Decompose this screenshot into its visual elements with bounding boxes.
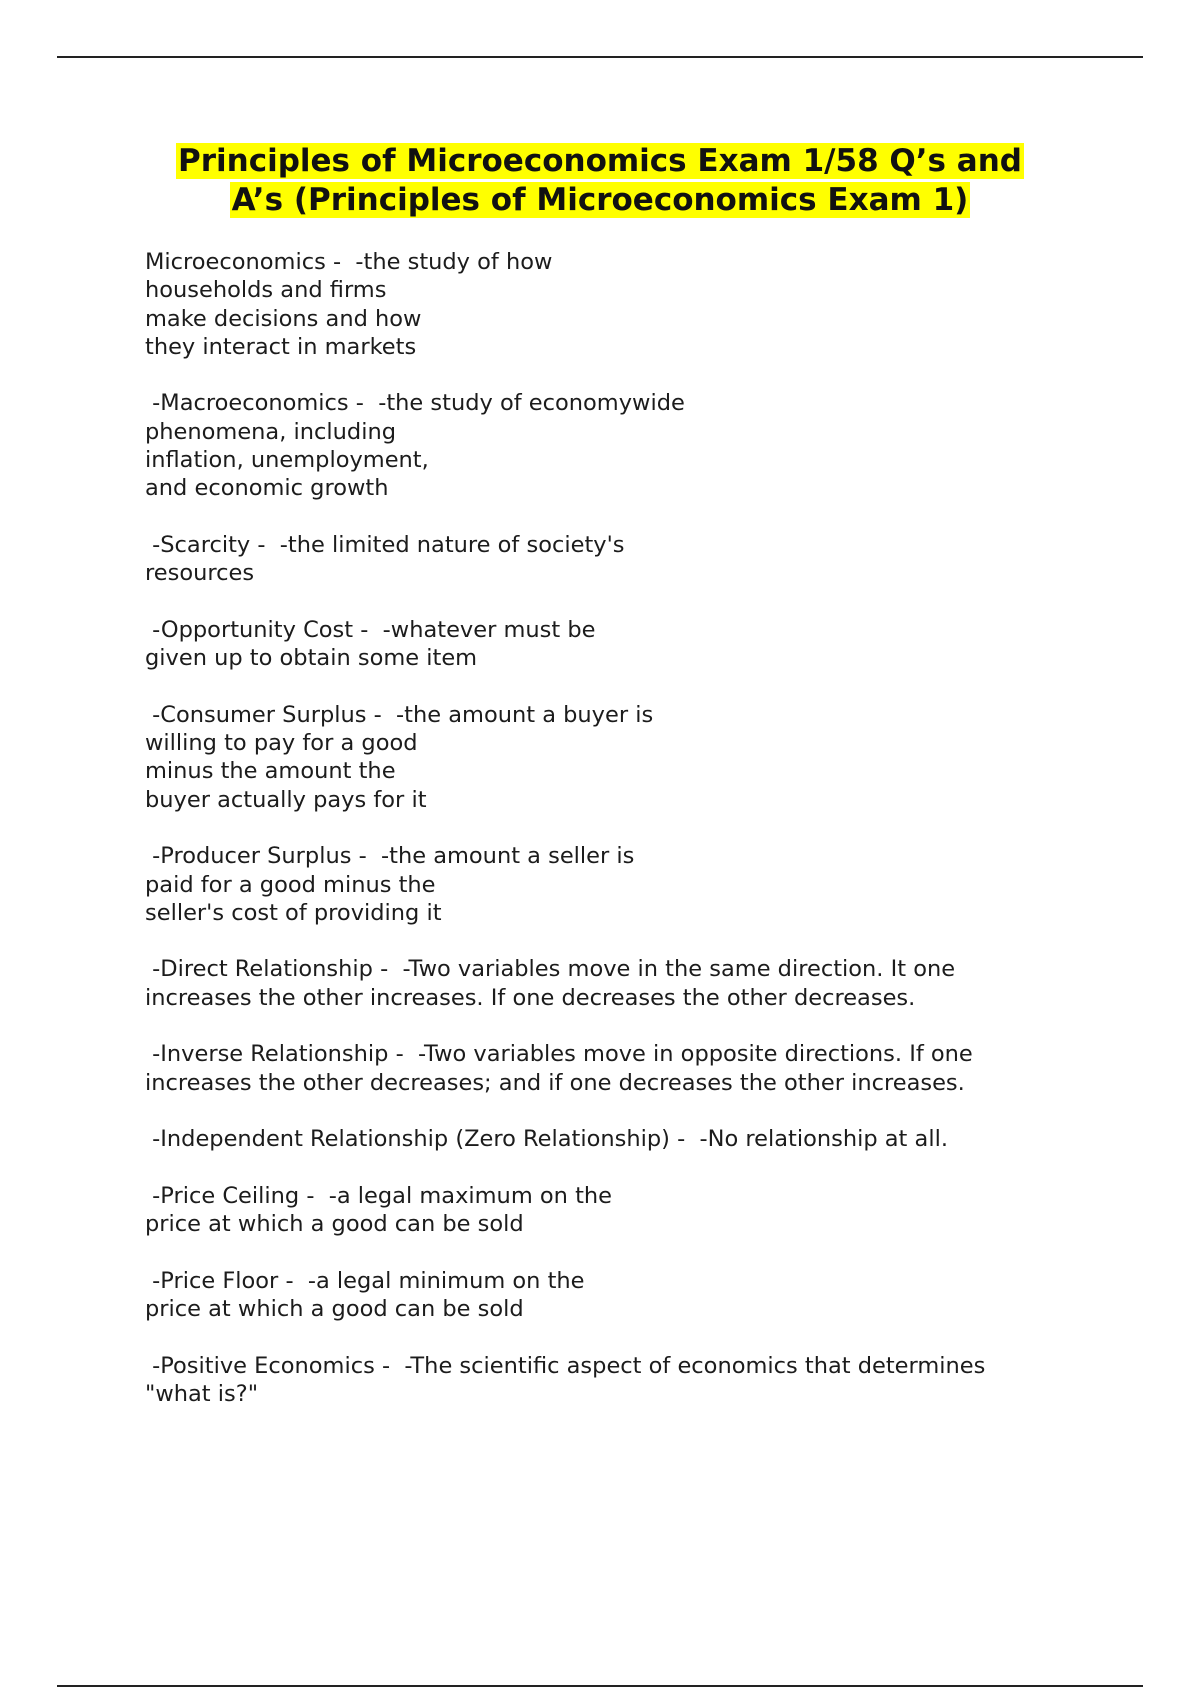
qa-entry-opportunity-cost: -Opportunity Cost - -whatever must be given up to obtain some item [145,616,596,672]
qa-entry-independent-relationship: -Independent Relationship (Zero Relationship) - -No relationship at all. [145,1126,948,1153]
document-title [100,142,1100,220]
qa-entry-producer-surplus: -Producer Surplus - -the amount a seller is paid for a good minus the seller's cost of providing it [145,843,635,926]
qa-entry-macroeconomics: -Macroeconomics - -the study of economywide phenomena, including inflation, unemployment, and economic growth [145,390,685,502]
footer-rule [57,1685,1143,1687]
header-rule [57,56,1143,58]
qa-entry-inverse-relationship: -Inverse Relationship - -Two variables move in opposite directions. If one increases the other decreases; and if one decreases the other increases. [145,1041,973,1096]
qa-entry-direct-relationship: -Direct Relationship - -Two variables move in the same direction. It one increases the other increases. If one decreases the other decreases. [145,956,956,1011]
qa-entry-scarcity: -Scarcity - -the limited nature of society's resources [145,531,625,587]
title-line-2: A’s (Principles of Microeconomics Exam 1) [231,182,969,218]
title-line-1: Principles of Microeconomics Exam 1/58 Q’s and [178,143,1022,179]
qa-entry-consumer-surplus: -Consumer Surplus - -the amount a buyer is willing to pay for a good minus the amount the buyer actually pays for it [145,701,654,813]
qa-entry-microeconomics: Microeconomics - -the study of how households and firms make decisions and how they interact in markets [145,249,553,360]
qa-entries [145,248,1065,1436]
qa-entry-price-floor: -Price Floor - -a legal minimum on the price at which a good can be sold [145,1267,585,1322]
qa-entry-positive-economics: -Positive Economics - -The scientific aspect of economics that determines "what is?" [145,1352,986,1407]
qa-entry-price-ceiling: -Price Ceiling - -a legal maximum on the price at which a good can be sold [145,1182,612,1238]
